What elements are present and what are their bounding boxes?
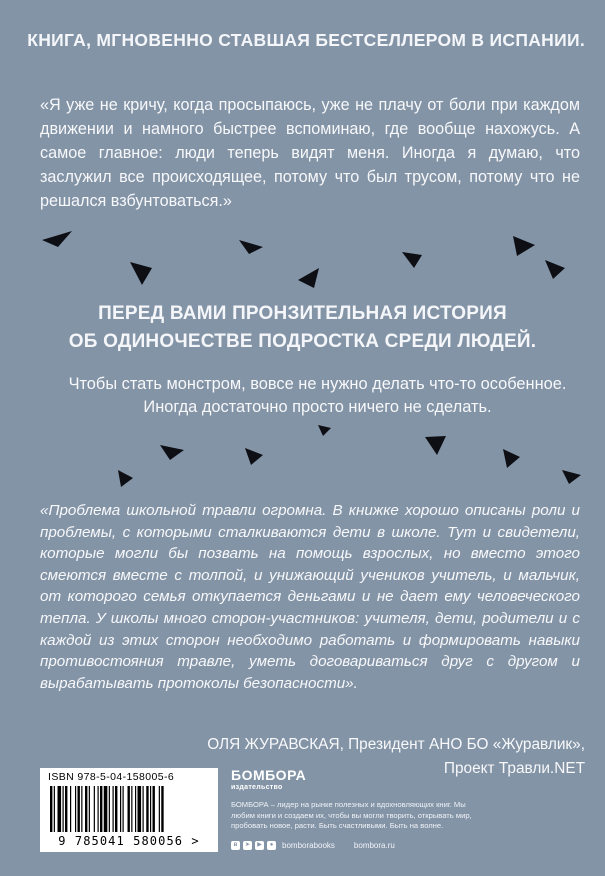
publisher-subtitle: издательство [231,784,283,791]
barcode-bar [98,786,99,832]
barcode-bar [123,786,124,832]
triangle-shape [562,470,581,484]
barcode-bar [63,786,64,832]
social-links [231,841,395,850]
barcode-bar [104,786,108,832]
triangle-shape [425,436,446,455]
barcode-bar [78,786,80,832]
barcode-bar [85,786,87,832]
triangle-shape [503,449,520,468]
triangle-shape [298,268,319,288]
triangle-shape [118,470,133,487]
barcode-bar [113,786,114,832]
barcode-bar [58,786,62,832]
odnoklassniki-icon[interactable]: ● [267,841,276,850]
barcode-bar [54,786,55,832]
review-quote: «Проблема школьной травли огромна. В книжке хорошо описаны роли и проблемы, с которыми сталкиваются дети в школе. Тут и свидетели, которые могли бы позвать на помощь взрослых, но вместо этого смеются вместе с толпой, и унижающий учеников учитель, и мальчик, от которого семья откупается деньгами и не дает ему человеческого тепла. У школы много сторон-участников: учителя, дети, родители и с каждой из этих сторон необходимо работать и формировать навыки противостояния травле, уметь договариваться друг с другом и вырабатывать протоколы безопасности». [40,502,580,692]
barcode-bar [109,786,110,832]
lead-text: Чтобы стать монстром, вовсе не нужно делать что-то особенное. Иногда достаточно просто ничего не сделать. [68,375,567,416]
barcode-bar [138,786,142,832]
triangle-shape [130,262,152,285]
barcode-bar [115,786,117,832]
triangle-shape [245,448,263,465]
barcode-bar [75,786,76,832]
triangle-shape [42,231,72,247]
publisher-blurb: БОМБОРА – лидер на рынке полезных и вдохновляющих книг. Мы любим книги и создаем их, чтобы вы могли творить, открывать мир, пробовать новое, расти. Быть счастливыми. Быть на волне. [231,800,472,831]
barcode-bar [94,786,95,832]
barcode-bar [161,786,163,832]
telegram-icon[interactable]: ➤ [244,842,251,848]
barcode-box [40,768,218,852]
barcode-bar [131,786,132,832]
isbn-digits: 9 785041 580056 > [58,834,200,848]
vk-icon[interactable]: в [231,841,240,850]
barcode-bar [81,786,82,832]
middle-heading [0,300,605,356]
triangle-shape [318,425,331,436]
barcode-bar [89,786,90,832]
barcode-bar [146,786,148,832]
triangle-shape [545,260,565,279]
middle-heading-line2: ОБ ОДИНОЧЕСТВЕ ПОДРОСТКА СРЕДИ ЛЮДЕЙ. [68,331,537,352]
barcode-bars [50,786,208,834]
barcode-bar [143,786,144,832]
attribution-line2: Проект Травли.NET [443,760,585,777]
isbn-label: ISBN 978-5-04-158005-6 [48,771,175,783]
barcode-bar [100,786,102,832]
triangle-shape [402,252,422,268]
youtube-icon[interactable]: ▶ [255,841,264,850]
barcode-bar [70,786,71,832]
top-quote: «Я уже не кричу, когда просыпаюсь, уже не плачу от боли при каждом движении и намного быстрее вспоминаю, где вообще нахожусь. А самое главное: люди теперь видят меня. Иногда я думаю, что заслужил все происходящее, потому что был трусом, потому что не решался взбунтоваться.» [40,96,580,210]
barcode-bar [120,786,121,832]
website-link[interactable]: bombora.ru [353,841,395,850]
headline: КНИГА, МГНОВЕННО СТАВШАЯ БЕСТСЕЛЛЕРОМ В ИСПАНИИ. [27,30,585,50]
middle-heading-line1: ПЕРЕД ВАМИ ПРОНЗИТЕЛЬНАЯ ИСТОРИЯ [98,303,507,324]
attribution-line1: ОЛЯ ЖУРАВСКАЯ, Президент АНО БО «Журавлик», [207,736,585,753]
barcode-bar [128,786,130,832]
triangle-shape [513,236,535,256]
barcode-bar [65,786,67,832]
barcode-bar [150,786,151,832]
social-handle[interactable]: bomborabooks [282,841,335,850]
barcode-bar [50,786,52,832]
barcode-bar [135,786,136,832]
triangle-shape [160,445,184,460]
triangle-shape [239,240,263,254]
publisher-logo: БОМБОРА [231,767,307,783]
barcode-bar [159,786,160,832]
barcode-bar [153,786,155,832]
